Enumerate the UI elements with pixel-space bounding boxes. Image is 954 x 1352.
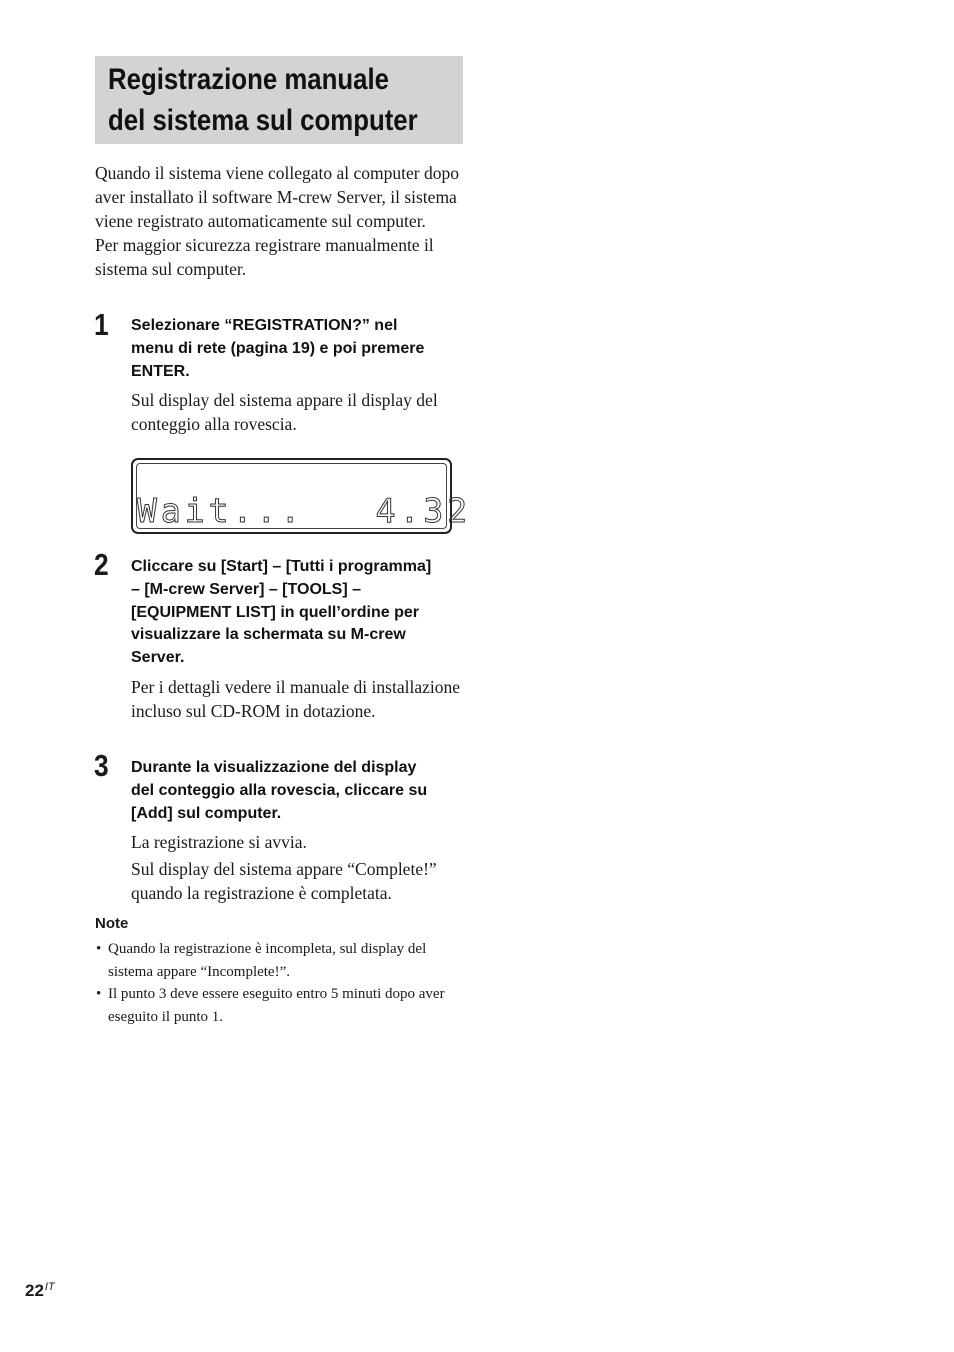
intro-paragraph-2: Per maggior sicurezza registrare manualmente il sistema sul computer. xyxy=(95,235,434,279)
step-2-body-paragraph: Per i dettagli vedere il manuale di installazione incluso sul CD-ROM in dotazione. xyxy=(131,677,460,721)
step-3-number: 3 xyxy=(94,748,109,783)
step-2-heading-line: – [M-crew Server] – [TOOLS] – xyxy=(131,580,361,598)
step-1-heading xyxy=(131,315,471,383)
section-title-box xyxy=(95,56,463,144)
step-1-heading-line: ENTER. xyxy=(131,362,190,380)
step-2-heading-line: Cliccare su [Start] – [Tutti i programma] xyxy=(131,558,432,575)
step-1-heading-line: Selezionare “REGISTRATION?” nel xyxy=(131,317,398,334)
page-number-value: 22 xyxy=(25,1281,44,1300)
step-1-body xyxy=(131,388,476,436)
notes-heading: Note xyxy=(95,915,129,932)
step-1-heading-line: menu di rete (pagina 19) e poi premere xyxy=(131,339,425,357)
step-1-number: 1 xyxy=(94,307,109,342)
step-3-heading-line: [Add] sul computer. xyxy=(131,804,282,822)
page-number xyxy=(25,1281,55,1301)
step-2-heading-line: visualizzare la schermata su M-crew xyxy=(131,626,406,644)
intro-paragraph-1: Quando il sistema viene collegato al computer dopo aver installato il software M-crew Server, il sistema viene registrato automaticamente sul computer. xyxy=(95,163,459,231)
notes-list xyxy=(95,938,470,1028)
note-item xyxy=(95,938,470,983)
step-1-body-paragraph: Sul display del sistema appare il display del conteggio alla rovescia. xyxy=(131,390,438,434)
lcd-display-illustration xyxy=(131,458,472,534)
step-2-heading-line: [EQUIPMENT LIST] in quell’ordine per xyxy=(131,603,420,621)
section-title-line-2: del sistema sul computer xyxy=(108,104,418,137)
page-language-suffix: IT xyxy=(44,1281,55,1293)
lcd-display-text: Wait... 4.32 xyxy=(137,491,472,530)
step-3-body xyxy=(131,830,476,905)
step-2-heading-line: Server. xyxy=(131,649,185,667)
note-item xyxy=(95,983,470,1028)
step-2-number: 2 xyxy=(94,547,109,582)
step-3-heading-line: Durante la visualizzazione del display xyxy=(131,759,417,776)
bullet-icon: • xyxy=(96,941,102,957)
step-3-body-paragraph: Sul display del sistema appare “Complete!” quando la registrazione è completata. xyxy=(131,859,437,903)
step-3-heading-line: del conteggio alla rovescia, cliccare su xyxy=(131,781,428,799)
step-3-body-paragraph: La registrazione si avvia. xyxy=(131,832,307,852)
note-text: Quando la registrazione è incompleta, sul display del sistema appare “Incomplete!”. xyxy=(108,941,427,980)
intro-text xyxy=(95,161,475,281)
step-2-heading xyxy=(131,556,471,670)
section-title-line-1: Registrazione manuale xyxy=(108,63,390,96)
bullet-icon: • xyxy=(96,986,102,1002)
step-3-heading xyxy=(131,757,471,825)
step-2-body xyxy=(131,675,476,723)
note-text: Il punto 3 deve essere eseguito entro 5 minuti dopo aver eseguito il punto 1. xyxy=(108,986,445,1025)
